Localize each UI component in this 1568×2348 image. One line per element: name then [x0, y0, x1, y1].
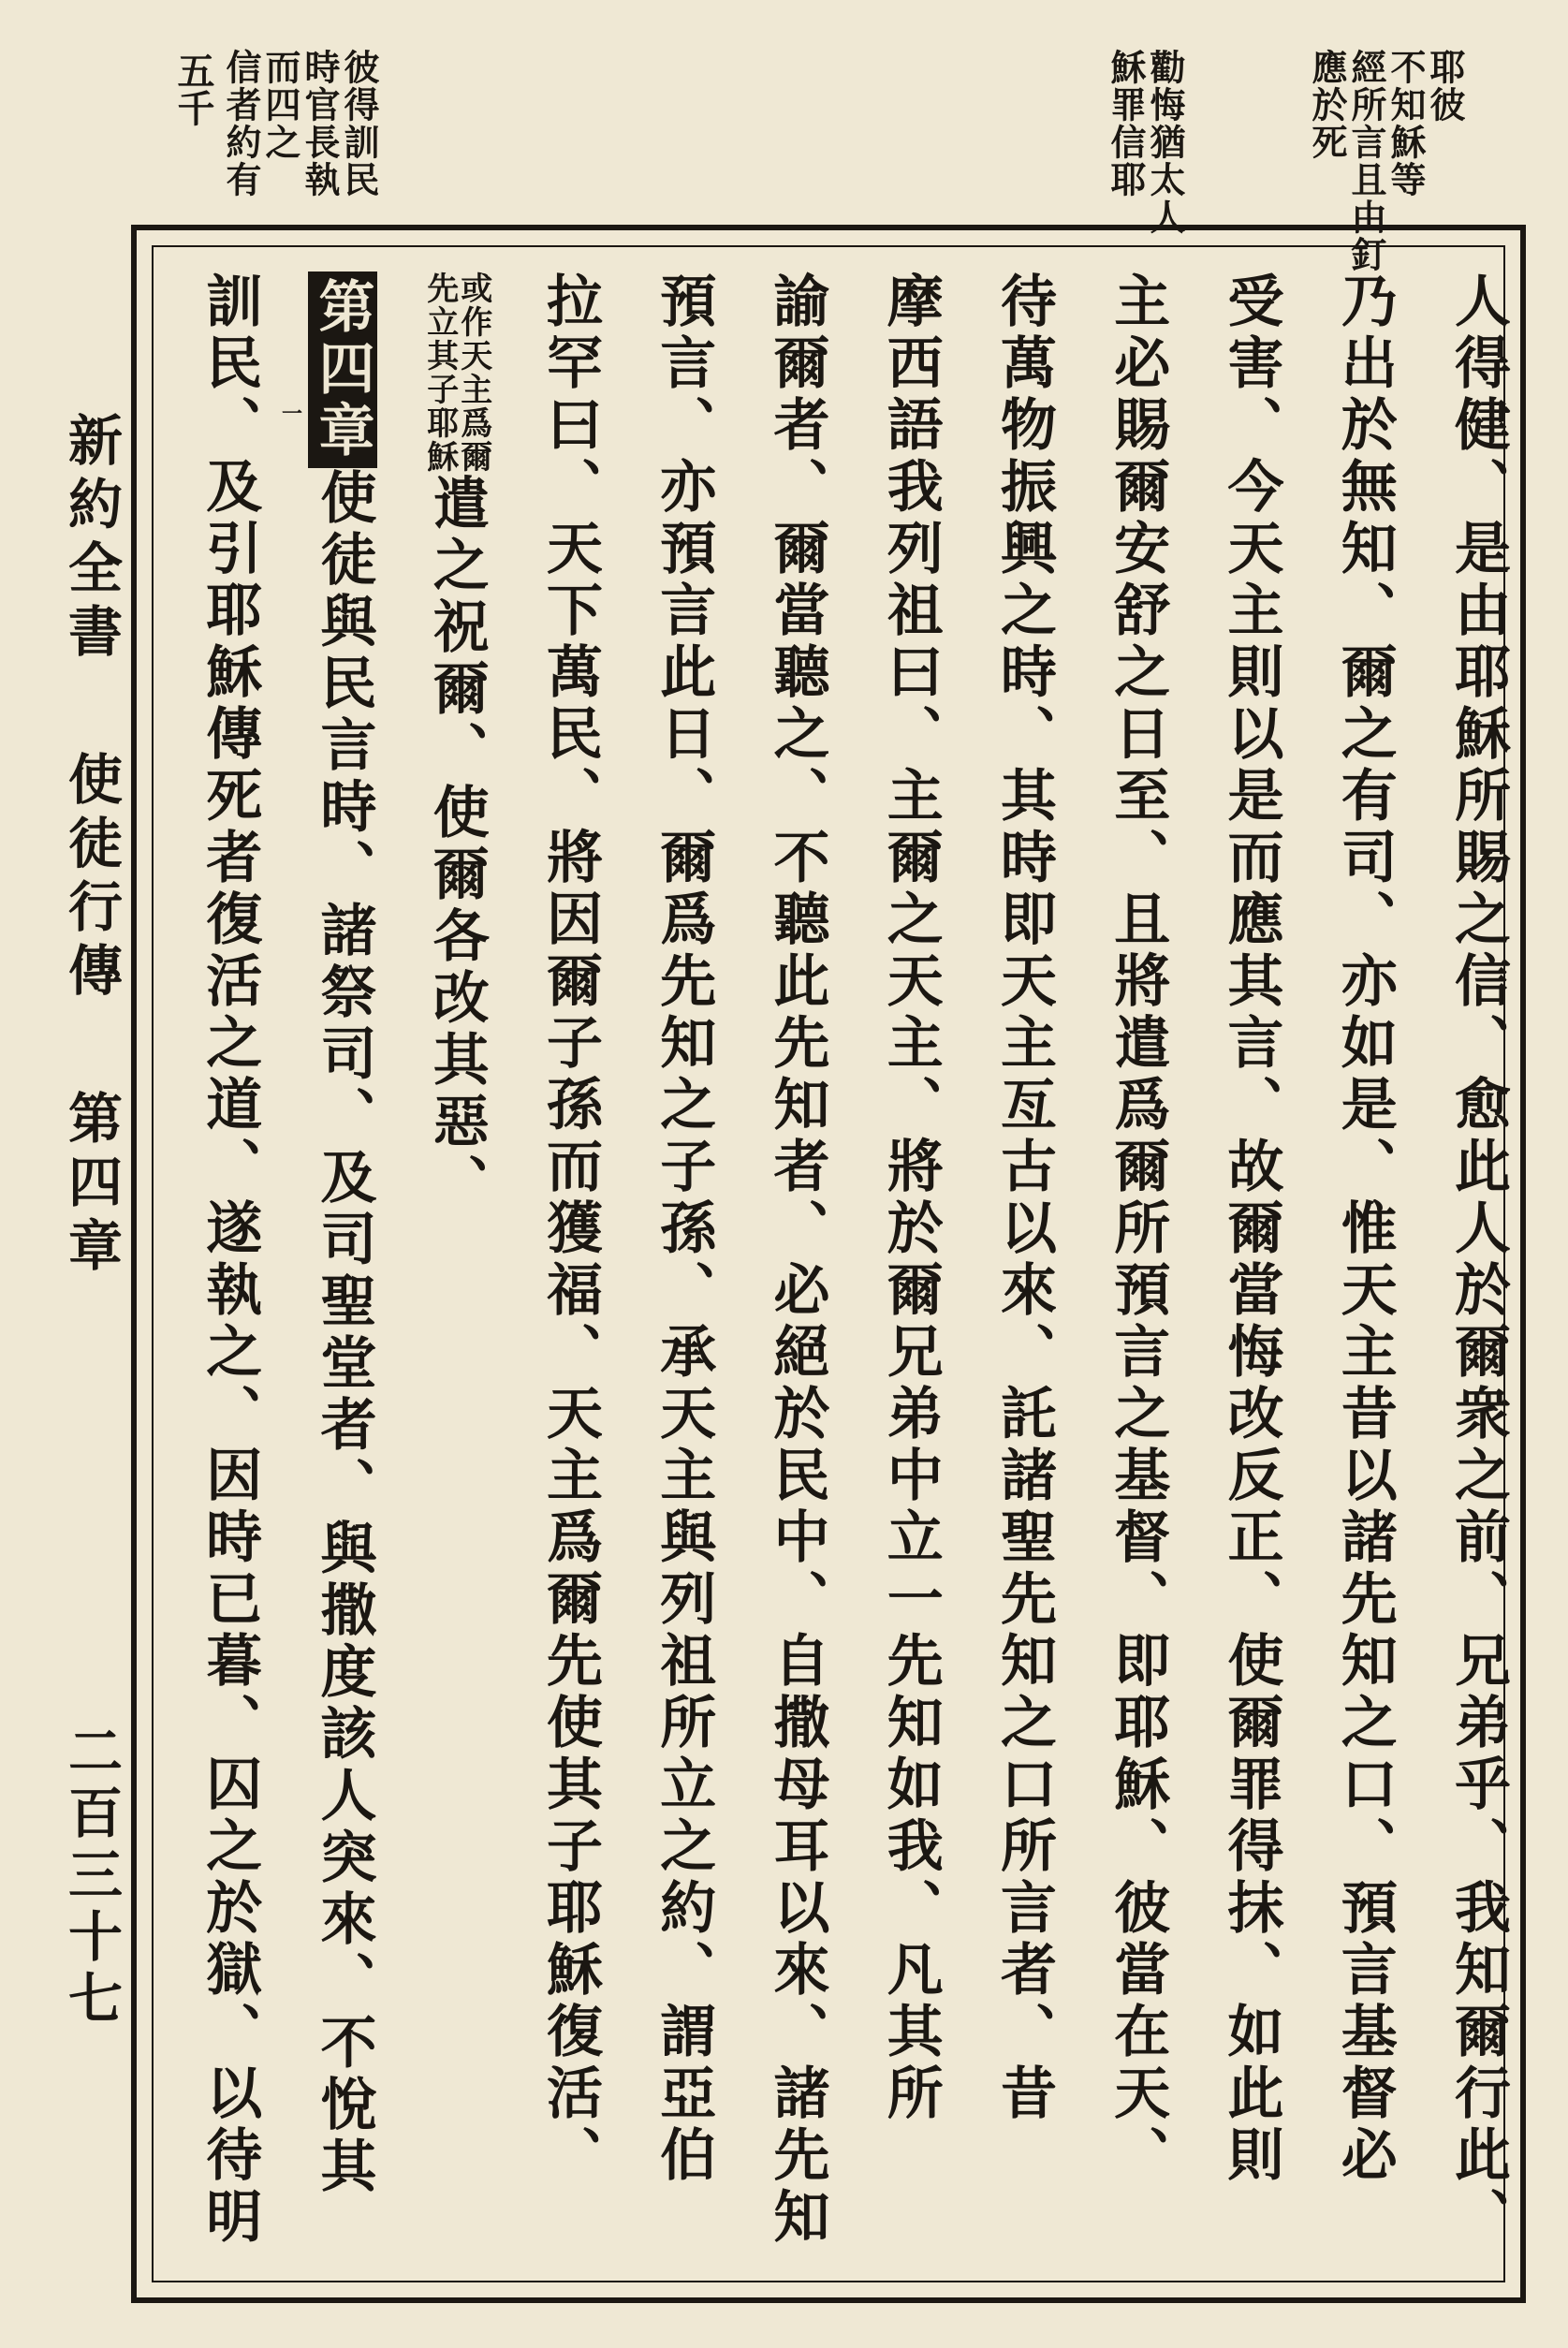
text-column: 摩西語我列祖曰、主爾之天主、將於爾兄弟中立一先知如我、凡其所 — [877, 271, 944, 2125]
text-column: 預言、亦預言此日、爾爲先知之子孫、承天主與列祖所立之約、謂亞伯 — [651, 271, 717, 2187]
headnote-col: 經所言且由釘 — [1345, 49, 1387, 273]
text-column: 主必賜爾安舒之日至、且將遣爲爾所預言之基督、即耶穌、彼當在天、 — [1105, 271, 1171, 2187]
running-header — [51, 412, 130, 1337]
headnote-right — [1306, 49, 1466, 273]
headnote-col: 信者約有 — [220, 49, 262, 198]
headnote-col: 應於死 — [1306, 49, 1348, 161]
headnote-col: 耶彼 — [1424, 49, 1466, 124]
book-name: 使徒行傳 — [59, 751, 123, 1006]
headnote-col: 勸悔猶太人 — [1144, 49, 1186, 236]
text-column: 待萬物振興之時、其時即天主亙古以來、託諸聖先知之口所言者、昔 — [991, 271, 1057, 2125]
note-main-text: 遣之祝爾、使爾各改其惡、 — [423, 474, 490, 1215]
book-title: 新約全書 — [59, 412, 123, 667]
text-column: 人得健、是由耶穌所賜之信、愈此人於爾衆之前、兄弟乎、我知爾行此、 — [1445, 271, 1511, 2249]
headnote-number: 五千 — [171, 51, 215, 126]
text-column-last: 訓民、及引耶穌傳死者復活之道、遂執之、因時已暮、囚之於獄、以待明 — [197, 271, 263, 2249]
note-column — [377, 271, 491, 2275]
note-small-right: 或作天主爲爾 — [454, 271, 492, 474]
chapter-title: 第四章 — [59, 1090, 123, 1282]
headnote-col: 不知穌等 — [1385, 49, 1427, 198]
headnote-col: 時官長執 — [299, 49, 341, 198]
text-column: 受害、今天主則以是而應其言、故爾當悔改反正、使爾罪得抹、如此則 — [1218, 271, 1284, 2187]
page-number: 二百三十七 — [59, 1723, 123, 2032]
chapter-text: 使徒與民言時、諸祭司、及司聖堂者、與撒度該人突來、不悅其 — [311, 468, 377, 2198]
main-text — [150, 271, 1512, 2275]
note-small-left: 先立其子耶穌 — [420, 271, 459, 474]
headnote-col: 彼得訓民 — [338, 49, 380, 198]
headnote-left — [220, 49, 380, 217]
headnote-col: 穌罪信耶 — [1105, 49, 1147, 198]
text-column: 拉罕曰、天下萬民、將因爾子孫而獲福、天主爲爾先使其子耶穌復活、 — [537, 271, 603, 2187]
headnote-middle — [1105, 49, 1186, 236]
text-column: 乃出於無知、爾之有司、亦如是、惟天主昔以諸先知之口、預言基督必 — [1331, 271, 1398, 2187]
verse-number: 一 — [278, 403, 303, 425]
chapter-label: 第四章 — [308, 271, 377, 468]
headnote-col: 而四之 — [259, 49, 301, 161]
chapter-column — [263, 271, 376, 2275]
text-column: 諭爾者、爾當聽之、不聽此先知者、必絕於民中、自撒母耳以來、諸先知 — [764, 271, 830, 2249]
